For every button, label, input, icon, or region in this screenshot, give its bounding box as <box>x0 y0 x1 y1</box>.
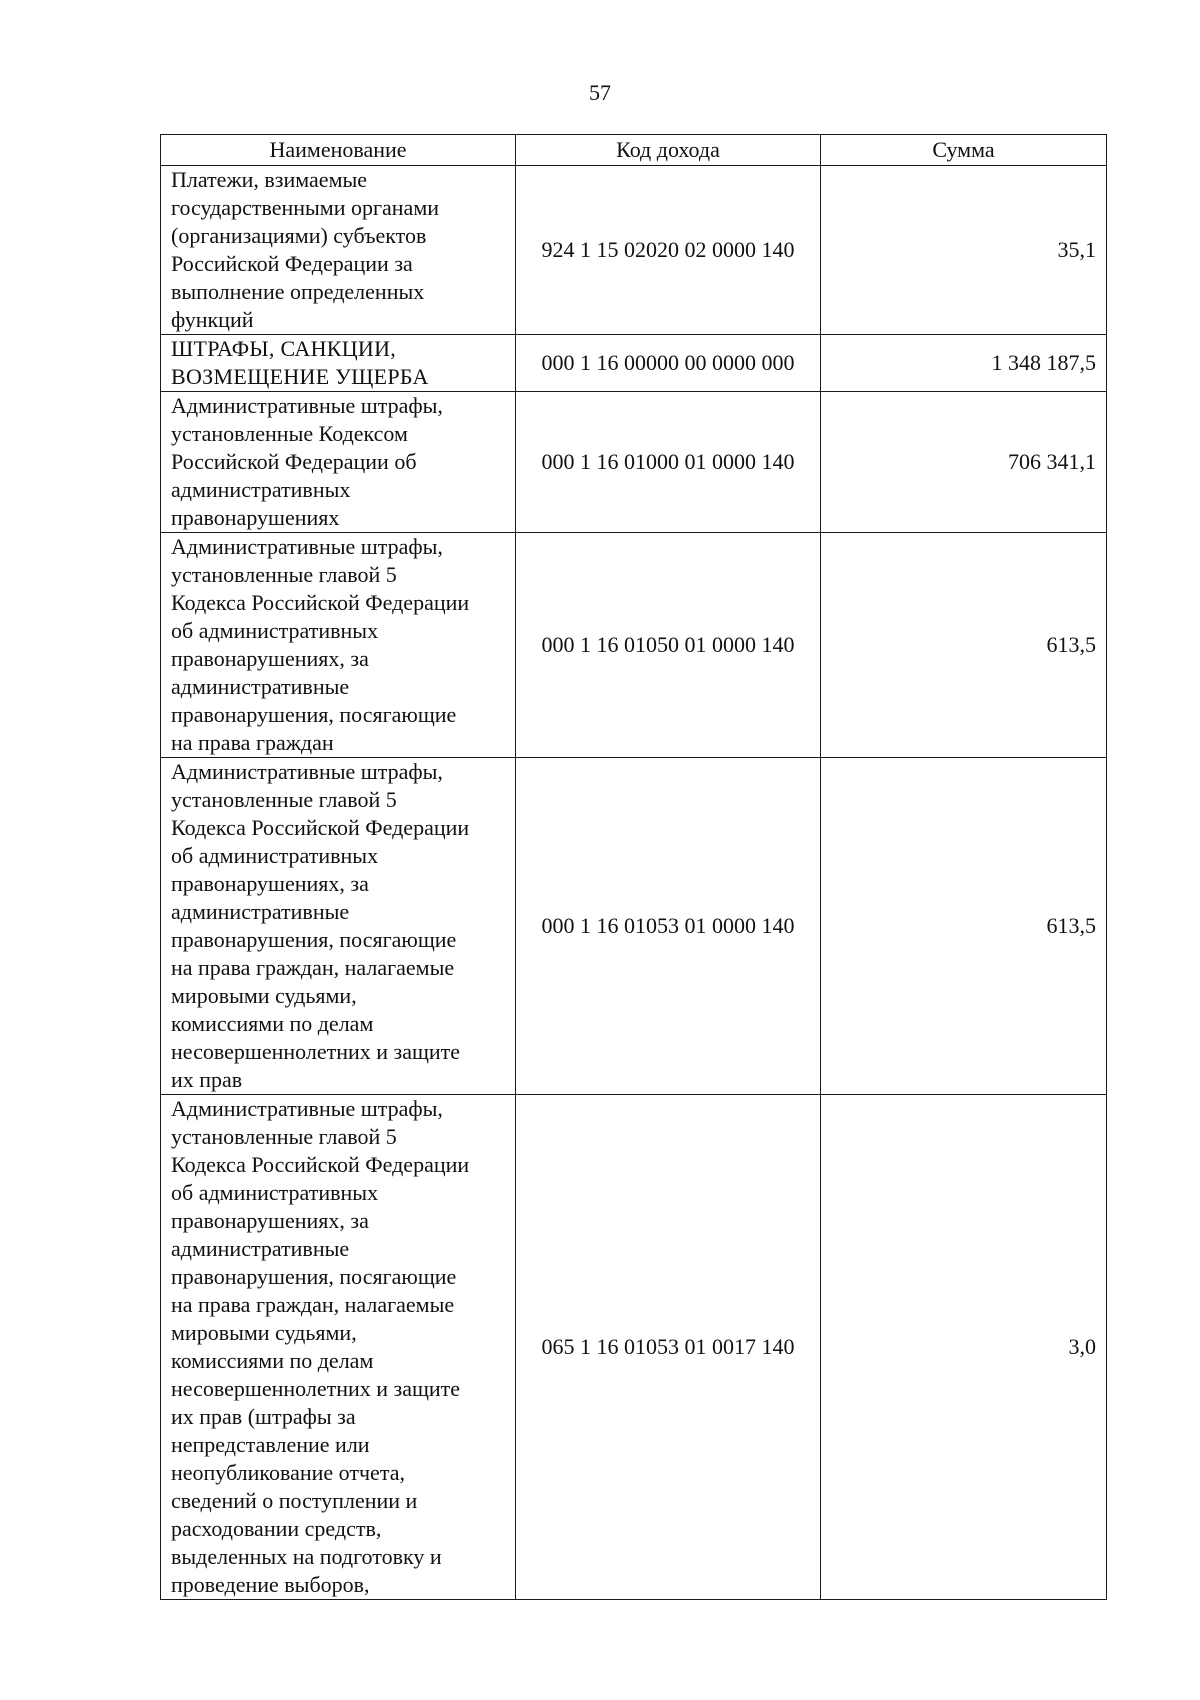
name-line: функций <box>171 307 254 332</box>
name-line: их прав (штрафы за <box>171 1404 356 1429</box>
name-line: мировыми судьями, <box>171 983 357 1008</box>
row-code-cell: 065 1 16 01053 01 0017 140 <box>516 1095 821 1600</box>
name-line: проведение выборов, <box>171 1572 370 1597</box>
name-line: сведений о поступлении и <box>171 1488 418 1513</box>
name-line: несовершеннолетних и защите <box>171 1376 461 1401</box>
name-line: административных <box>171 477 351 502</box>
name-line: правонарушениях, за <box>171 871 369 896</box>
revenue-table <box>160 134 1107 1600</box>
page-number: 57 <box>589 80 611 105</box>
name-line: об административных <box>171 618 379 643</box>
name-line: установленные главой 5 <box>171 787 397 812</box>
row-code-cell: 000 1 16 00000 00 0000 000 <box>516 335 821 392</box>
name-line: административные <box>171 674 350 699</box>
row-name-cell <box>161 335 516 392</box>
row-name-cell <box>161 166 516 335</box>
name-line: Российской Федерации за <box>171 251 413 276</box>
name-line: правонарушения, посягающие <box>171 702 457 727</box>
name-line: (организациями) субъектов <box>171 223 427 248</box>
row-code-cell: 000 1 16 01050 01 0000 140 <box>516 533 821 758</box>
name-line: правонарушения, посягающие <box>171 927 457 952</box>
name-line: на права граждан, налагаемые <box>171 1292 455 1317</box>
name-line: расходовании средств, <box>171 1516 382 1541</box>
name-line: правонарушениях, за <box>171 1208 369 1233</box>
header-sum: Сумма <box>821 135 1107 166</box>
name-line: на права граждан, налагаемые <box>171 955 455 980</box>
header-code: Код дохода <box>516 135 821 166</box>
row-name-cell <box>161 1095 516 1600</box>
row-sum-cell: 3,0 <box>821 1095 1107 1600</box>
row-code-cell: 000 1 16 01000 01 0000 140 <box>516 392 821 533</box>
name-line: их прав <box>171 1067 243 1092</box>
row-sum-cell: 35,1 <box>821 166 1107 335</box>
name-line: установленные главой 5 <box>171 562 397 587</box>
name-line: непредставление или <box>171 1432 370 1457</box>
name-line: комиссиями по делам <box>171 1011 374 1036</box>
row-sum-cell: 706 341,1 <box>821 392 1107 533</box>
table-row <box>161 758 1107 1095</box>
name-line: неопубликование отчета, <box>171 1460 405 1485</box>
name-line: выполнение определенных <box>171 279 425 304</box>
row-sum-cell: 1 348 187,5 <box>821 335 1107 392</box>
row-name-cell <box>161 533 516 758</box>
name-line: Российской Федерации об <box>171 449 417 474</box>
name-line: Кодекса Российской Федерации <box>171 815 470 840</box>
name-line: административные <box>171 1236 350 1261</box>
header-name: Наименование <box>161 135 516 166</box>
name-line: установленные Кодексом <box>171 421 408 446</box>
table-row <box>161 533 1107 758</box>
table-row <box>161 166 1107 335</box>
name-line: правонарушения, посягающие <box>171 1264 457 1289</box>
name-line: на права граждан <box>171 730 334 755</box>
row-name-cell <box>161 392 516 533</box>
name-line: мировыми судьями, <box>171 1320 357 1345</box>
name-line: правонарушениях <box>171 505 340 530</box>
table-row <box>161 392 1107 533</box>
table-row <box>161 335 1107 392</box>
name-line: Административные штрафы, <box>171 393 443 418</box>
name-line: об административных <box>171 1180 379 1205</box>
name-line: административные <box>171 899 350 924</box>
name-line: Платежи, взимаемые <box>171 167 368 192</box>
name-line: Кодекса Российской Федерации <box>171 1152 470 1177</box>
row-sum-cell: 613,5 <box>821 533 1107 758</box>
name-line: об административных <box>171 843 379 868</box>
name-line: установленные главой 5 <box>171 1124 397 1149</box>
name-line: выделенных на подготовку и <box>171 1544 442 1569</box>
name-line: Кодекса Российской Федерации <box>171 590 470 615</box>
name-line: государственными органами <box>171 195 440 220</box>
row-sum-cell: 613,5 <box>821 758 1107 1095</box>
name-line: ШТРАФЫ, САНКЦИИ, <box>171 336 397 361</box>
name-line: правонарушениях, за <box>171 646 369 671</box>
name-line: комиссиями по делам <box>171 1348 374 1373</box>
table-header-row <box>161 135 1107 166</box>
name-line: Административные штрафы, <box>171 759 443 784</box>
table-row <box>161 1095 1107 1600</box>
name-line: несовершеннолетних и защите <box>171 1039 461 1064</box>
row-code-cell: 000 1 16 01053 01 0000 140 <box>516 758 821 1095</box>
row-name-cell <box>161 758 516 1095</box>
row-code-cell: 924 1 15 02020 02 0000 140 <box>516 166 821 335</box>
name-line: ВОЗМЕЩЕНИЕ УЩЕРБА <box>171 364 429 389</box>
name-line: Административные штрафы, <box>171 1096 443 1121</box>
name-line: Административные штрафы, <box>171 534 443 559</box>
